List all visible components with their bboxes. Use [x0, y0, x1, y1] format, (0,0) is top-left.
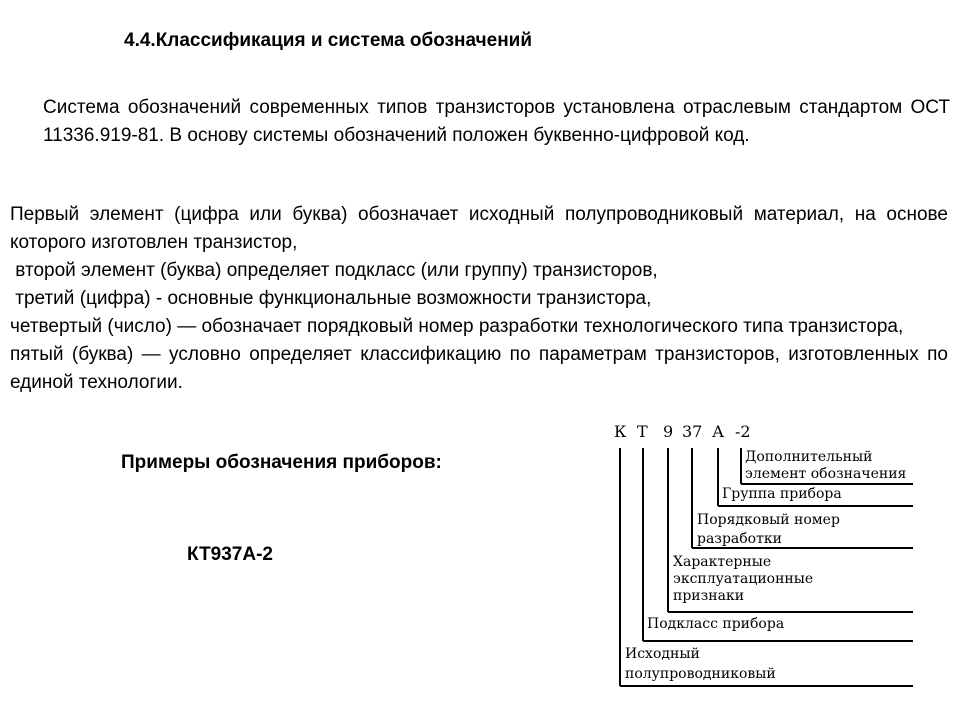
element-first: Первый элемент (цифра или буква) обозначает исходный полупроводниковый материал, на основе которого изготовлен транзистор,	[10, 204, 948, 253]
element-second: второй элемент (буква) определяет подкласс (или группу) транзисторов,	[10, 260, 658, 281]
intro-paragraph: Система обозначений современных типов транзисторов установлена отраслевым стандартом ОСТ 11336.919-81. В основу системы обозначений положен буквенно-цифровой код.	[43, 97, 950, 146]
label-additional: Дополнительный элемент обозначения	[745, 449, 907, 482]
label-material: Исходный полупроводниковый	[625, 646, 776, 682]
code-part-t: Т	[637, 422, 648, 441]
label-serial-number: Порядковый номер разработки	[697, 512, 840, 547]
element-third: третий (цифра) - основные функциональные возможности транзистора,	[10, 288, 652, 309]
examples-heading: Примеры обозначения приборов:	[121, 452, 442, 473]
designation-diagram	[600, 418, 920, 698]
label-group: Группа прибора	[722, 486, 842, 502]
code-part-k: К	[614, 422, 627, 441]
code-part-a: А	[712, 422, 725, 441]
code-part-9: 9	[663, 422, 674, 441]
elements-description	[10, 201, 948, 397]
code-part-2: -2	[735, 422, 751, 441]
label-characteristics: Характерные эксплуатационные признаки	[673, 554, 814, 604]
element-fifth: пятый (буква) — условно определяет классификацию по параметрам транзисторов, изготовленных по единой технологии.	[10, 344, 948, 393]
code-example: КТ937А-2	[187, 544, 273, 565]
code-part-37: 37	[682, 422, 703, 441]
label-subclass: Подкласс прибора	[647, 616, 785, 632]
element-fourth: четвертый (число) — обозначает порядковый номер разработки технологического типа транзистора,	[10, 316, 904, 337]
section-title: 4.4.Классификация и система обозначений	[124, 30, 533, 51]
